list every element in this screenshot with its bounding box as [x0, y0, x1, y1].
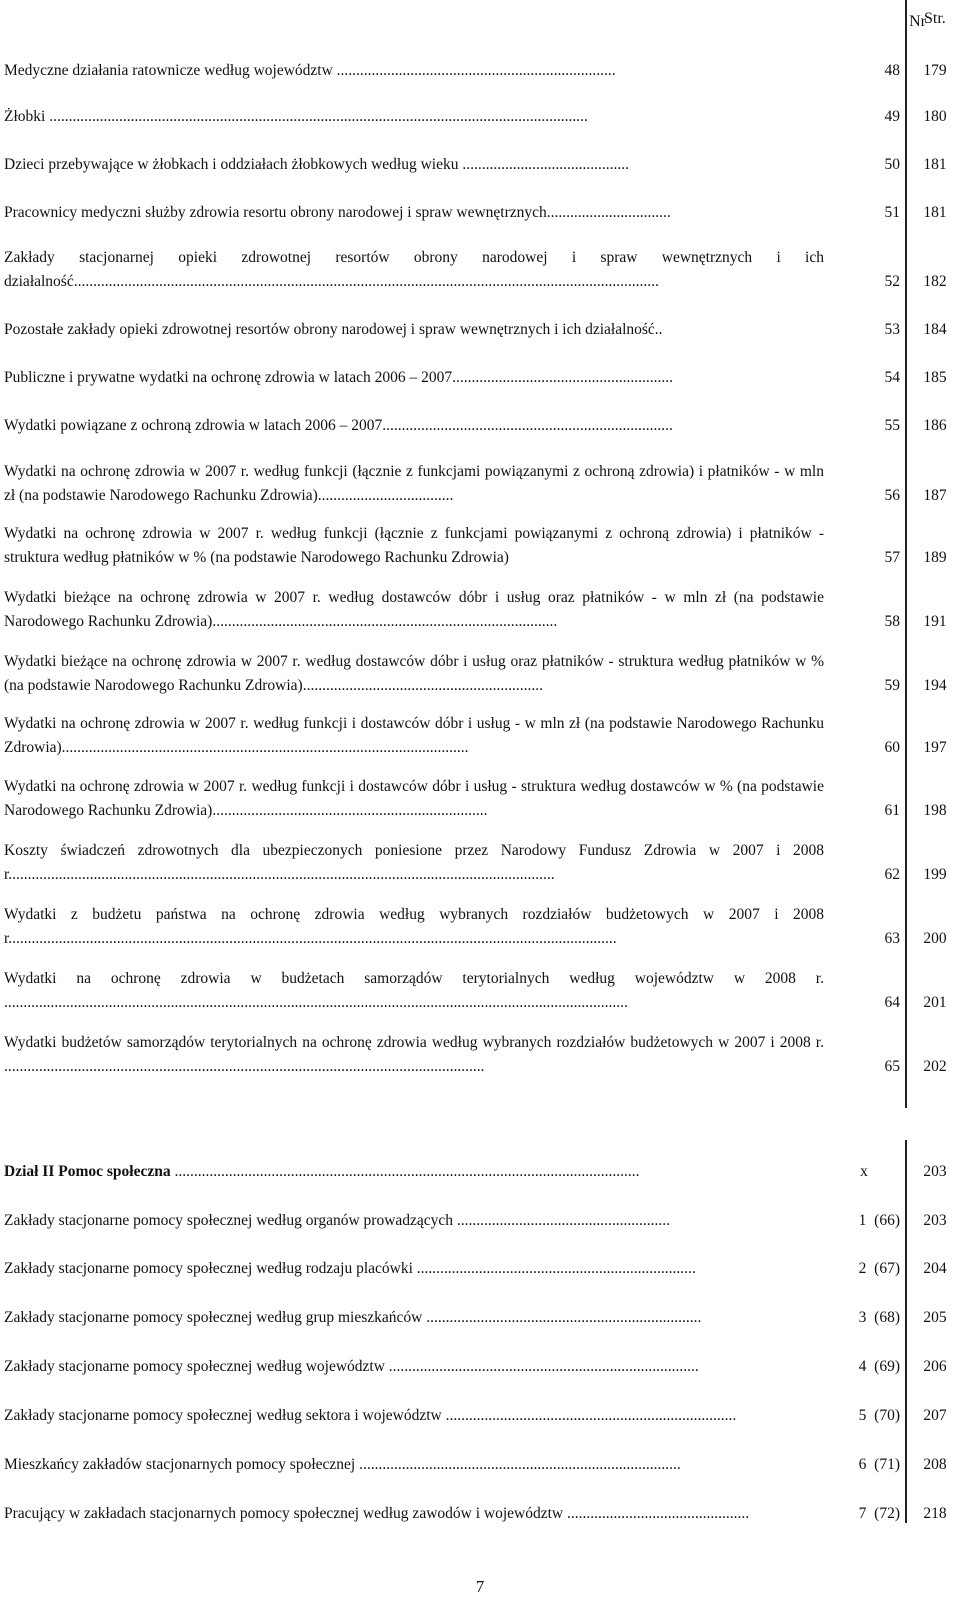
- entry-number: 4 (69): [858, 1358, 900, 1375]
- entry-number: 60: [884, 739, 900, 756]
- entry-title: Medyczne działania ratownicze według województw ........................................................................: [4, 62, 616, 79]
- entry-number: 61: [884, 802, 900, 819]
- entry-number: 52: [884, 273, 900, 290]
- entry-title: Zakłady stacjonarne pomocy społecznej według województw ................................................................................: [4, 1358, 699, 1375]
- entry-title: Wydatki powiązane z ochroną zdrowia w latach 2006 – 2007...........................................................................: [4, 417, 673, 434]
- entry-number: 3 (68): [858, 1309, 900, 1326]
- section-page: 203: [923, 1163, 947, 1180]
- entry-title: Wydatki bieżące na ochronę zdrowia w 2007 r. według dostawców dóbr i usług oraz płatników - struktura według płatników w % (na podstawie Narodowego Rachunku Zdrowia)..............................................................: [4, 653, 824, 694]
- entry-title: Pozostałe zakłady opieki zdrowotnej resortów obrony narodowej i spraw wewnętrznych i ich działalność..: [4, 321, 663, 338]
- entry-page: 203: [923, 1212, 947, 1229]
- entry-number: 57: [884, 549, 900, 566]
- entry-page: 187: [923, 487, 947, 504]
- entry-number: 2 (67): [858, 1260, 900, 1277]
- entry-title: Zakłady stacjonarne pomocy społecznej według organów prowadzących .......................................................: [4, 1212, 671, 1229]
- entry-title: Dzieci przebywające w żłobkach i oddziałach żłobkowych według wieku ...........................................: [4, 156, 629, 173]
- entry-page: 184: [923, 321, 947, 338]
- entry-number: 64: [884, 994, 900, 1011]
- entry-title: Koszty świadczeń zdrowotnych dla ubezpieczonych poniesione przez Narodowy Fundusz Zdrowia w 2007 i 2008 r.............................................................................................................................................: [4, 842, 824, 883]
- entry-number: 51: [884, 204, 900, 221]
- page-column-header: Str.: [924, 10, 946, 27]
- entry-number: 55: [884, 417, 900, 434]
- entry-page: 208: [923, 1456, 947, 1473]
- entry-title: Wydatki na ochronę zdrowia w 2007 r. według funkcji i dostawców dóbr i usług - w mln zł (na podstawie Narodowego Rachunku Zdrowia).........................................................................................................: [4, 715, 824, 756]
- entry-page: 189: [923, 549, 947, 566]
- entry-page: 180: [923, 108, 947, 125]
- entry-page: 181: [923, 156, 947, 173]
- entry-number: 7 (72): [858, 1505, 900, 1522]
- column-divider: [905, 0, 907, 1108]
- entry-title: Wydatki na ochronę zdrowia w 2007 r. według funkcji i dostawców dóbr i usług - struktura według dostawców w % (na podstawie Narodowego Rachunku Zdrowia).......................................................................: [4, 778, 824, 819]
- entry-page: 200: [923, 930, 947, 947]
- entry-number: 48: [884, 62, 900, 79]
- section-dots: ........................................................................................................................: [170, 1163, 640, 1180]
- entry-title: Zakłady stacjonarne pomocy społecznej według grup mieszkańców .......................................................................: [4, 1309, 702, 1326]
- entry-number: 49: [884, 108, 900, 125]
- entry-number: 56: [884, 487, 900, 504]
- entry-title: Wydatki bieżące na ochronę zdrowia w 2007 r. według dostawców dóbr i usług oraz płatników - w mln zł (na podstawie Narodowego Rachunku Zdrowia).........................................................................................: [4, 589, 824, 630]
- entry-page: 202: [923, 1058, 947, 1075]
- entry-number: 59: [884, 677, 900, 694]
- page-number: 7: [475, 1577, 485, 1596]
- entry-page: 194: [923, 677, 947, 694]
- entry-page: 182: [923, 273, 947, 290]
- entry-title: Żłobki ...........................................................................................................................................: [4, 108, 588, 125]
- entry-number: 50: [884, 156, 900, 173]
- entry-title: Wydatki z budżetu państwa na ochronę zdrowia według wybranych rozdziałów budżetowych w 2007 i 2008 r.............................................................................................................................................................: [4, 906, 824, 947]
- entry-title: Wydatki na ochronę zdrowia w 2007 r. według funkcji (łącznie z funkcjami powiązanymi z ochroną zdrowia) i płatników - w mln zł (na podstawie Narodowego Rachunku Zdrowia)...................................: [4, 463, 824, 504]
- entry-page: 205: [923, 1309, 947, 1326]
- entry-page: 198: [923, 802, 947, 819]
- entry-number: 53: [884, 321, 900, 338]
- entry-number: 65: [884, 1058, 900, 1075]
- entry-title: Wydatki na ochronę zdrowia w budżetach samorządów terytorialnych według województw w 2008 r. .................................................................................................................................................................: [4, 970, 824, 1011]
- section-title: [4, 1160, 824, 1184]
- entry-number: 5 (70): [858, 1407, 900, 1424]
- entry-title: Wydatki na ochronę zdrowia w 2007 r. według funkcji (łącznie z funkcjami powiązanymi z ochroną zdrowia) i płatników - struktura według płatników w % (na podstawie Narodowego Rachunku Zdrowia): [4, 525, 824, 566]
- entry-title: Pracownicy medyczni służby zdrowia resortu obrony narodowej i spraw wewnętrznych................................: [4, 204, 671, 221]
- entry-page: 186: [923, 417, 947, 434]
- entry-page: 206: [923, 1358, 947, 1375]
- entry-number: 63: [884, 930, 900, 947]
- entry-title: Zakłady stacjonarnej opieki zdrowotnej resortów obrony narodowej i spraw wewnętrznych i ich działalność.......................................................................................................................................................: [4, 249, 824, 290]
- entry-title: Publiczne i prywatne wydatki na ochronę zdrowia w latach 2006 – 2007.........................................................: [4, 369, 673, 386]
- entry-title: Mieszkańcy zakładów stacjonarnych pomocy społecznej ...................................................................................: [4, 1456, 681, 1473]
- section-number: x: [860, 1163, 868, 1180]
- entry-number: 58: [884, 613, 900, 630]
- nr-column-header: Nr: [909, 13, 926, 30]
- entry-page: 179: [923, 62, 947, 79]
- entry-page: 185: [923, 369, 947, 386]
- entry-page: 204: [923, 1260, 947, 1277]
- entry-number: 6 (71): [858, 1456, 900, 1473]
- entry-page: 197: [923, 739, 947, 756]
- entry-page: 207: [923, 1407, 947, 1424]
- entry-title: Wydatki budżetów samorządów terytorialnych na ochronę zdrowia według wybranych rozdziałów budżetowych w 2007 i 2008 r. ............................................................................................................................: [4, 1034, 824, 1075]
- entry-title: Pracujący w zakładach stacjonarnych pomocy społecznej według zawodów i województw ...............................................: [4, 1505, 750, 1522]
- entry-page: 201: [923, 994, 947, 1011]
- entry-page: 218: [923, 1505, 947, 1522]
- section-label: Dział II Pomoc społeczna: [4, 1163, 171, 1180]
- column-divider: [905, 1140, 907, 1523]
- entry-number: 1 (66): [858, 1212, 900, 1229]
- entry-number: 54: [884, 369, 900, 386]
- entry-title: Zakłady stacjonarne pomocy społecznej według rodzaju placówki ........................................................................: [4, 1260, 696, 1277]
- entry-page: 199: [923, 866, 947, 883]
- entry-number: 62: [884, 866, 900, 883]
- entry-page: 191: [923, 613, 947, 630]
- entry-page: 181: [923, 204, 947, 221]
- entry-title: Zakłady stacjonarne pomocy społecznej według sektora i województw ...........................................................................: [4, 1407, 737, 1424]
